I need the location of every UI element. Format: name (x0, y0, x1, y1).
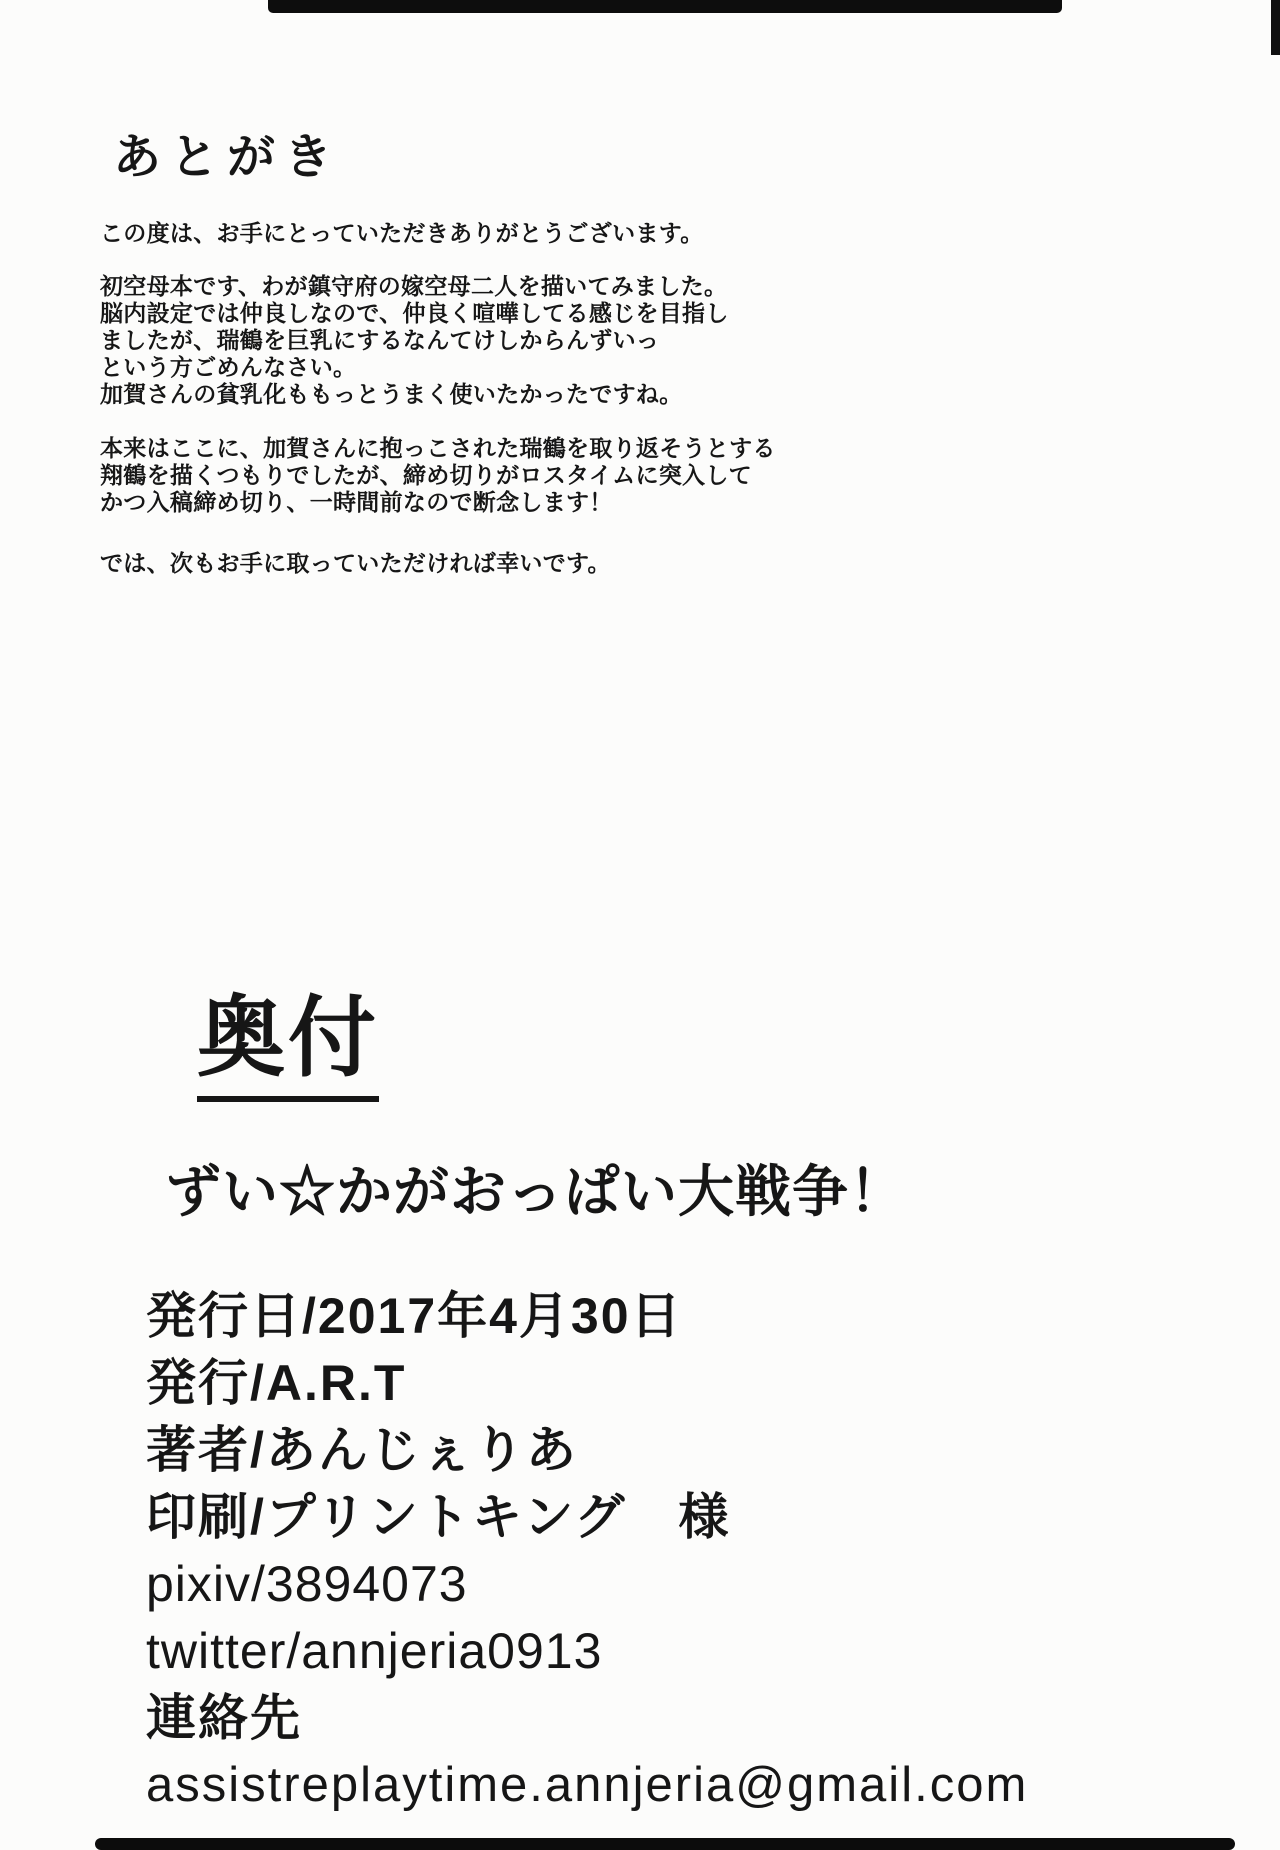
colophon-printer: 印刷/プリントキング 様 (146, 1489, 731, 1545)
colophon-author: 著者/あんじぇりあ (146, 1422, 578, 1478)
colophon-contact-email: assistreplaytime.annjeria@gmail.com (146, 1758, 1029, 1812)
colophon-publisher: 発行/A.R.T (146, 1355, 407, 1411)
scan-artifact-bottom-bar (95, 1838, 1235, 1850)
afterword-line: 翔鶴を描くつもりでしたが、締め切りがロスタイムに突入して (100, 462, 752, 488)
scan-artifact-top-right-mark (1271, 0, 1280, 55)
afterword-paragraph (100, 550, 776, 577)
afterword-line: という方ごめんなさい。 (100, 354, 357, 380)
colophon-twitter-handle: twitter/annjeria0913 (146, 1623, 603, 1679)
afterword-line: ましたが、瑞鶴を巨乳にするなんてけしからんずいっ (100, 327, 660, 353)
colophon-pixiv-id: pixiv/3894073 (146, 1556, 468, 1612)
colophon-entries (146, 1283, 1028, 1819)
afterword-line: この度は、お手にとっていただきありがとうございます。 (100, 220, 704, 246)
colophon-contact-label: 連絡先 (146, 1690, 302, 1746)
afterword-line: 脳内設定では仲良しなので、仲良く喧嘩してる感じを目指し (100, 300, 729, 326)
afterword-body (100, 220, 776, 577)
scan-artifact-top-bar (268, 0, 1062, 13)
afterword-paragraph (100, 273, 776, 408)
afterword-paragraph (100, 435, 776, 516)
afterword-line: では、次もお手に取っていただければ幸いです。 (100, 550, 611, 576)
colophon-publish-date: 発行日/2017年4月30日 (146, 1288, 683, 1344)
book-title: ずい☆かがおっぱい大戦争！ (165, 1160, 906, 1223)
afterword-line: 初空母本です、わが鎮守府の嫁空母二人を描いてみました。 (100, 273, 728, 299)
afterword-line: 本来はここに、加賀さんに抱っこされた瑞鶴を取り返そうとする (100, 435, 776, 461)
afterword-line: かつ入稿締め切り、一時間前なので断念します！ (100, 489, 613, 515)
afterword-heading: あとがき (113, 129, 342, 185)
afterword-paragraph (100, 220, 776, 247)
colophon-heading: 奥付 (197, 968, 379, 1102)
afterword-line: 加賀さんの貧乳化ももっとうまく使いたかったですね。 (100, 381, 683, 407)
